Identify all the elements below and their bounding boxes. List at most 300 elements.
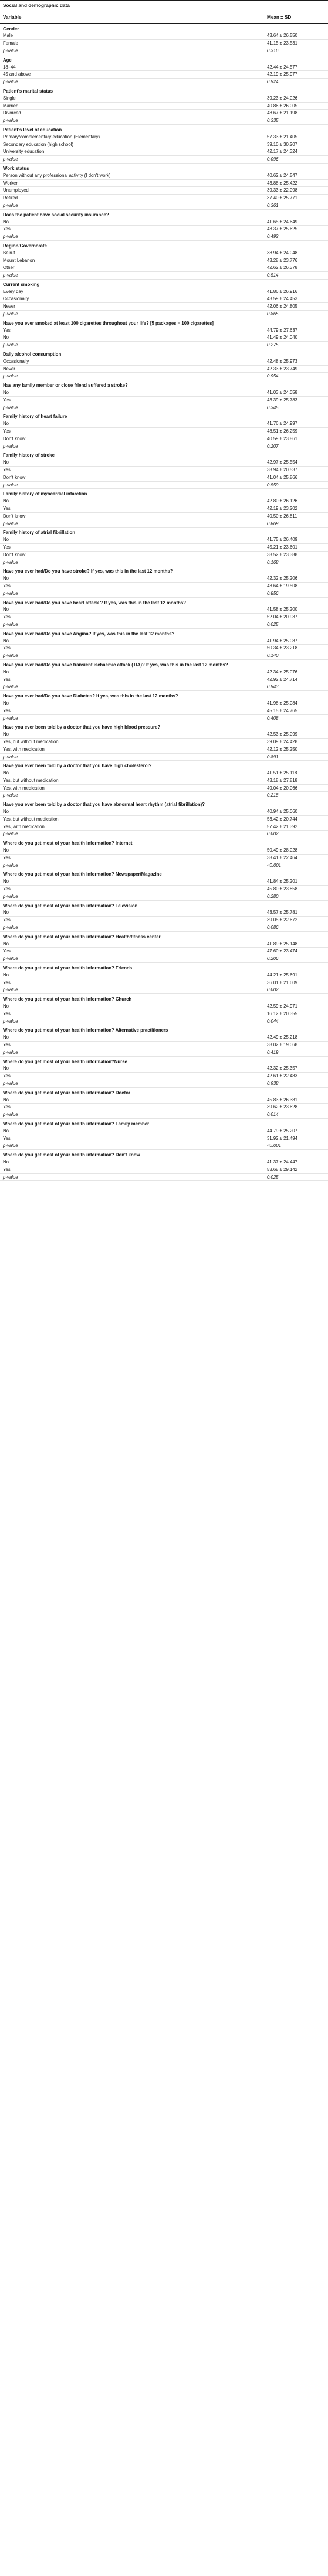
p-value-label: p-value — [0, 862, 264, 869]
row-value: 42.97 ± 25.554 — [264, 459, 328, 466]
p-value: 0.954 — [264, 373, 328, 380]
row-label: No — [0, 700, 264, 707]
row-label: Yes — [0, 614, 264, 621]
row-value: 41.51 ± 25.118 — [264, 770, 328, 777]
row-value: 39.05 ± 22.672 — [264, 917, 328, 924]
p-value: 0.869 — [264, 520, 328, 528]
p-value-label: p-value — [0, 373, 264, 380]
row-value: 52.04 ± 20.937 — [264, 614, 328, 621]
table-row — [0, 941, 328, 948]
p-value: 0.345 — [264, 404, 328, 411]
p-value: 0.361 — [264, 202, 328, 209]
section-heading-row — [0, 931, 328, 940]
section-heading: Where do you get most of your health information? Doctor — [3, 1090, 131, 1095]
p-value-label: p-value — [0, 1049, 264, 1056]
row-value: 40.94 ± 25.060 — [264, 808, 328, 815]
row-label: Yes — [0, 1104, 264, 1111]
row-label: Yes — [0, 226, 264, 233]
p-value-row — [0, 373, 328, 380]
table-row — [0, 32, 328, 39]
row-value: 41.65 ± 24.649 — [264, 219, 328, 226]
row-value: 43.64 ± 26.550 — [264, 32, 328, 39]
table-row — [0, 505, 328, 513]
table-row — [0, 172, 328, 179]
section-heading: Region/Governorate — [3, 243, 47, 249]
p-value-row — [0, 1173, 328, 1181]
row-value: 41.98 ± 25.084 — [264, 700, 328, 707]
section-heading-row — [0, 1150, 328, 1159]
section-heading: Where do you get most of your health information? Friends — [3, 965, 133, 971]
section-heading-row — [0, 163, 328, 172]
table-row — [0, 543, 328, 551]
section-heading-row — [0, 1025, 328, 1034]
row-value: 41.86 ± 26.916 — [264, 288, 328, 295]
section-heading-row — [0, 86, 328, 94]
section-heading-row — [0, 1118, 328, 1127]
section-heading: Current smoking — [3, 281, 40, 287]
p-value: 0.514 — [264, 272, 328, 280]
row-value: 50.49 ± 28.028 — [264, 847, 328, 854]
section-heading-row — [0, 489, 328, 498]
row-value: 50.34 ± 23.218 — [264, 645, 328, 652]
p-value: 0.280 — [264, 893, 328, 900]
row-label: Single — [0, 95, 264, 102]
p-value: <0.001 — [264, 862, 328, 869]
section-heading-row — [0, 761, 328, 770]
table-header-row — [0, 12, 328, 23]
row-label: No — [0, 847, 264, 854]
section-heading: Where do you get most of your health information? Newspaper/Magazine — [3, 872, 162, 877]
p-value-label: p-value — [0, 272, 264, 280]
section-heading: Where do you get most of your health information? Health/fitness center — [3, 934, 161, 940]
p-value: 0.207 — [264, 443, 328, 450]
section-heading-row — [0, 900, 328, 909]
row-value: 41.75 ± 26.409 — [264, 536, 328, 543]
p-value-row — [0, 117, 328, 125]
row-value: 41.37 ± 24.447 — [264, 1159, 328, 1166]
section-heading: Patient's marital status — [3, 88, 53, 94]
row-label: No — [0, 1097, 264, 1104]
row-label: Yes — [0, 917, 264, 924]
section-heading-row — [0, 691, 328, 700]
table-row — [0, 536, 328, 543]
row-label: Yes, but without medication — [0, 777, 264, 784]
section-heading: Where do you get most of your health information? Family member — [3, 1121, 150, 1127]
row-value: 43.57 ± 25.781 — [264, 909, 328, 916]
row-label: Yes — [0, 582, 264, 590]
table-row — [0, 784, 328, 792]
row-label: No — [0, 1034, 264, 1041]
section-heading-row — [0, 659, 328, 668]
p-value: 0.865 — [264, 311, 328, 318]
table-row — [0, 854, 328, 862]
row-label: No — [0, 638, 264, 645]
p-value-label: p-value — [0, 404, 264, 411]
p-value: 0.014 — [264, 1111, 328, 1119]
table-row — [0, 327, 328, 334]
p-value: 0.419 — [264, 1049, 328, 1056]
section-heading: Family history of myocardial infarction — [3, 491, 87, 497]
row-label: 18–44 — [0, 64, 264, 71]
table-row — [0, 365, 328, 373]
section-heading: Have you ever smoked at least 100 cigarettes throughout your life? [5 packages = 100 cigarettes] — [3, 320, 214, 326]
row-label: No — [0, 941, 264, 948]
p-value: 0.275 — [264, 342, 328, 349]
p-value-row — [0, 862, 328, 869]
section-heading: Have you ever had/Do you have Diabetes? If yes, was this in the last 12 months? — [3, 693, 178, 699]
row-value: 42.53 ± 25.099 — [264, 731, 328, 738]
table-row — [0, 1010, 328, 1018]
row-label: Worker — [0, 179, 264, 187]
table-row — [0, 512, 328, 520]
p-value: 0.002 — [264, 986, 328, 994]
row-value: 42.49 ± 25.218 — [264, 1034, 328, 1041]
table-row — [0, 738, 328, 746]
p-value-row — [0, 652, 328, 660]
table-row — [0, 823, 328, 831]
p-value-label: p-value — [0, 1080, 264, 1087]
p-value-label: p-value — [0, 955, 264, 963]
row-label: No — [0, 1128, 264, 1135]
row-value: 44.79 ± 27.637 — [264, 327, 328, 334]
table-row — [0, 847, 328, 854]
section-heading-row — [0, 869, 328, 878]
section-heading-row — [0, 23, 328, 32]
table-row — [0, 645, 328, 652]
section-heading-row — [0, 124, 328, 133]
p-value-label: p-value — [0, 47, 264, 55]
section-heading-row — [0, 411, 328, 420]
table-row — [0, 102, 328, 110]
table-row — [0, 1097, 328, 1104]
row-label: Yes, with medication — [0, 746, 264, 753]
p-value-row — [0, 272, 328, 280]
row-value: 42.19 ± 23.202 — [264, 505, 328, 513]
section-heading-row — [0, 597, 328, 606]
table-row — [0, 459, 328, 466]
row-label: Yes — [0, 645, 264, 652]
row-value: 43.88 ± 25.422 — [264, 179, 328, 187]
p-value-row — [0, 955, 328, 963]
table-row — [0, 777, 328, 784]
row-label: Yes — [0, 327, 264, 334]
row-value: 42.80 ± 26.126 — [264, 498, 328, 505]
row-label: No — [0, 909, 264, 916]
row-value: 36.01 ± 21.609 — [264, 979, 328, 986]
table-row — [0, 303, 328, 311]
p-value-row — [0, 792, 328, 799]
row-label: Yes — [0, 854, 264, 862]
row-value: 39.09 ± 24.428 — [264, 738, 328, 746]
p-value-row — [0, 924, 328, 932]
row-value: 41.03 ± 24.058 — [264, 389, 328, 396]
p-value-label: p-value — [0, 792, 264, 799]
table-row — [0, 264, 328, 272]
row-label: Married — [0, 102, 264, 110]
section-heading-row — [0, 209, 328, 218]
p-value-label: p-value — [0, 1142, 264, 1150]
row-value: 57.33 ± 21.405 — [264, 134, 328, 141]
table-row — [0, 770, 328, 777]
p-value-label: p-value — [0, 202, 264, 209]
row-label: Yes, with medication — [0, 784, 264, 792]
table-row — [0, 389, 328, 396]
row-value: 57.42 ± 21.392 — [264, 823, 328, 831]
section-heading-row — [0, 240, 328, 249]
p-value-row — [0, 590, 328, 597]
table-row — [0, 746, 328, 753]
section-heading: Where do you get most of your health information?Nurse — [3, 1059, 127, 1064]
table-row — [0, 676, 328, 683]
table-title-row — [0, 1, 328, 12]
p-value-label: p-value — [0, 559, 264, 566]
row-label: Mount Lebanon — [0, 257, 264, 264]
row-value: 42.62 ± 26.378 — [264, 264, 328, 272]
p-value-label: p-value — [0, 520, 264, 528]
table-row — [0, 134, 328, 141]
table-row — [0, 551, 328, 559]
p-value-label: p-value — [0, 1111, 264, 1119]
row-label: Occasionally — [0, 295, 264, 303]
section-heading-row — [0, 380, 328, 389]
p-value: 0.856 — [264, 590, 328, 597]
p-value-row — [0, 481, 328, 489]
table-row — [0, 638, 328, 645]
row-value: 49.04 ± 20.066 — [264, 784, 328, 792]
row-value: 45.15 ± 24.765 — [264, 707, 328, 714]
table-row — [0, 582, 328, 590]
section-heading: Where do you get most of your health information? Television — [3, 903, 138, 908]
row-value: 38.94 ± 24.048 — [264, 250, 328, 257]
row-label: Person without any professional activity (I don't work) — [0, 172, 264, 179]
section-heading: Have you ever had/Do you have transient ischaemic attack (TIA)? If yes, was this in the last 12 months? — [3, 662, 228, 668]
p-value-row — [0, 1018, 328, 1025]
p-value-row — [0, 311, 328, 318]
row-value: 40.59 ± 23.861 — [264, 435, 328, 443]
row-value: 39.23 ± 24.026 — [264, 95, 328, 102]
section-heading: Does the patient have social security insurance? — [3, 212, 109, 217]
p-value-row — [0, 404, 328, 411]
row-value: 43.59 ± 24.453 — [264, 295, 328, 303]
row-value: 53.42 ± 20.744 — [264, 815, 328, 823]
p-value: 0.316 — [264, 47, 328, 55]
p-value-row — [0, 1080, 328, 1087]
p-value-label: p-value — [0, 311, 264, 318]
row-value: 38.94 ± 20.537 — [264, 467, 328, 474]
row-label: Yes — [0, 467, 264, 474]
section-heading-row — [0, 349, 328, 358]
row-value: 41.94 ± 25.087 — [264, 638, 328, 645]
p-value: 0.492 — [264, 233, 328, 241]
table-row — [0, 467, 328, 474]
row-value: 38.02 ± 19.068 — [264, 1041, 328, 1049]
row-value: 43.28 ± 23.776 — [264, 257, 328, 264]
row-value: 42.06 ± 24.805 — [264, 303, 328, 311]
table-row — [0, 195, 328, 202]
p-value-label: p-value — [0, 621, 264, 628]
row-label: No — [0, 731, 264, 738]
table-row — [0, 808, 328, 815]
row-value: 38.41 ± 22.464 — [264, 854, 328, 862]
table-row — [0, 64, 328, 71]
row-label: Yes — [0, 1135, 264, 1142]
p-value-row — [0, 156, 328, 164]
table-row — [0, 575, 328, 582]
row-label: Secondary education (high school) — [0, 141, 264, 148]
row-label: Unemployed — [0, 187, 264, 195]
p-value: 0.335 — [264, 117, 328, 125]
row-value: 42.48 ± 25.973 — [264, 358, 328, 365]
section-heading-row — [0, 799, 328, 808]
p-value: 0.086 — [264, 924, 328, 932]
row-label: Yes — [0, 505, 264, 513]
row-value: 45.83 ± 26.381 — [264, 1097, 328, 1104]
column-header-variable: Variable — [0, 12, 264, 23]
p-value-row — [0, 986, 328, 994]
row-value: 39.62 ± 23.628 — [264, 1104, 328, 1111]
table-row — [0, 257, 328, 264]
row-label: No — [0, 389, 264, 396]
table-row — [0, 1104, 328, 1111]
p-value-row — [0, 520, 328, 528]
row-value: 42.61 ± 22.483 — [264, 1073, 328, 1080]
row-value: 40.62 ± 24.547 — [264, 172, 328, 179]
row-value: 41.15 ± 23.531 — [264, 40, 328, 47]
row-value: 53.68 ± 29.142 — [264, 1166, 328, 1173]
row-value: 41.89 ± 25.148 — [264, 941, 328, 948]
p-value: <0.001 — [264, 1142, 328, 1150]
p-value-label: p-value — [0, 986, 264, 994]
row-value: 41.04 ± 25.866 — [264, 474, 328, 481]
row-value: 43.37 ± 25.625 — [264, 226, 328, 233]
section-heading: Gender — [3, 26, 19, 32]
p-value: 0.206 — [264, 955, 328, 963]
table-row — [0, 428, 328, 435]
table-row — [0, 40, 328, 47]
p-value-label: p-value — [0, 714, 264, 722]
section-heading: Family history of atrial fibrillation — [3, 530, 76, 536]
p-value-row — [0, 893, 328, 900]
table-row — [0, 909, 328, 916]
section-heading: Family history of stroke — [3, 452, 55, 458]
section-heading: Daily alcohol consumption — [3, 352, 62, 358]
section-heading: Have you ever had/Do you have Angina? If yes, was this in the last 12 months? — [3, 631, 175, 637]
p-value-label: p-value — [0, 79, 264, 86]
row-value: 42.32 ± 25.206 — [264, 575, 328, 582]
section-heading: Have you ever been told by a doctor that you have high cholesterol? — [3, 763, 152, 769]
row-label: No — [0, 1003, 264, 1010]
table-row — [0, 606, 328, 613]
table-row — [0, 878, 328, 885]
p-value-label: p-value — [0, 233, 264, 241]
p-value-row — [0, 47, 328, 55]
section-heading: Have you ever been told by a doctor that you have high blood pressure? — [3, 724, 161, 730]
row-label: No — [0, 498, 264, 505]
table-row — [0, 474, 328, 481]
table-row — [0, 1159, 328, 1166]
row-label: Yes — [0, 948, 264, 955]
table-row — [0, 288, 328, 295]
row-value: 45.80 ± 23.858 — [264, 886, 328, 893]
row-label: Yes — [0, 979, 264, 986]
row-label: No — [0, 536, 264, 543]
row-label: No — [0, 878, 264, 885]
row-label: Yes — [0, 676, 264, 683]
section-heading: Where do you get most of your health information? Don't know — [3, 1152, 140, 1158]
row-label: Yes — [0, 707, 264, 714]
table-row — [0, 731, 328, 738]
section-heading: Has any family member or close friend suffered a stroke? — [3, 383, 128, 389]
table-row — [0, 614, 328, 621]
row-label: No — [0, 1065, 264, 1072]
row-value: 42.34 ± 25.076 — [264, 669, 328, 676]
row-value: 44.21 ± 25.691 — [264, 972, 328, 979]
row-value: 16.12 ± 20.355 — [264, 1010, 328, 1018]
table-row — [0, 886, 328, 893]
row-value: 42.17 ± 24.324 — [264, 148, 328, 156]
table-row — [0, 219, 328, 226]
p-value: 0.096 — [264, 156, 328, 164]
table-row — [0, 435, 328, 443]
row-value: 42.33 ± 23.749 — [264, 365, 328, 373]
table-row — [0, 187, 328, 195]
table-row — [0, 358, 328, 365]
section-heading: Have you ever had/Do you have stroke? If yes, was this in the last 12 months? — [3, 569, 173, 574]
row-label: Yes — [0, 1041, 264, 1049]
table-title: Social and demographic data — [0, 1, 328, 12]
table-row — [0, 1166, 328, 1173]
row-label: Never — [0, 365, 264, 373]
p-value-row — [0, 79, 328, 86]
row-label: Retired — [0, 195, 264, 202]
p-value-row — [0, 753, 328, 761]
table-row — [0, 179, 328, 187]
row-value: 47.60 ± 23.474 — [264, 948, 328, 955]
table-row — [0, 669, 328, 676]
p-value-label: p-value — [0, 831, 264, 838]
section-heading: Have you ever been told by a doctor that you have abnormal heart rhythm (atrial fibrillation)? — [3, 802, 205, 808]
p-value-row — [0, 559, 328, 566]
section-heading-row — [0, 318, 328, 326]
p-value-row — [0, 443, 328, 450]
section-heading-row — [0, 838, 328, 847]
table-row — [0, 1041, 328, 1049]
row-label: Yes — [0, 1010, 264, 1018]
row-label: No — [0, 219, 264, 226]
section-heading: Age — [3, 57, 12, 63]
row-label: No — [0, 575, 264, 582]
p-value-label: p-value — [0, 590, 264, 597]
row-value: 37.40 ± 25.771 — [264, 195, 328, 202]
row-label: Yes — [0, 543, 264, 551]
row-label: No — [0, 669, 264, 676]
section-heading-row — [0, 55, 328, 63]
p-value: 0.559 — [264, 481, 328, 489]
p-value: 0.891 — [264, 753, 328, 761]
table-row — [0, 917, 328, 924]
row-value: 48.51 ± 26.259 — [264, 428, 328, 435]
row-label: No — [0, 1159, 264, 1166]
row-label: No — [0, 459, 264, 466]
row-value: 41.76 ± 24.997 — [264, 420, 328, 427]
row-value: 42.92 ± 24.714 — [264, 676, 328, 683]
section-heading-row — [0, 722, 328, 731]
row-label: Yes — [0, 396, 264, 404]
p-value-label: p-value — [0, 683, 264, 691]
p-value-row — [0, 621, 328, 628]
row-label: Never — [0, 303, 264, 311]
p-value: 0.025 — [264, 1173, 328, 1181]
